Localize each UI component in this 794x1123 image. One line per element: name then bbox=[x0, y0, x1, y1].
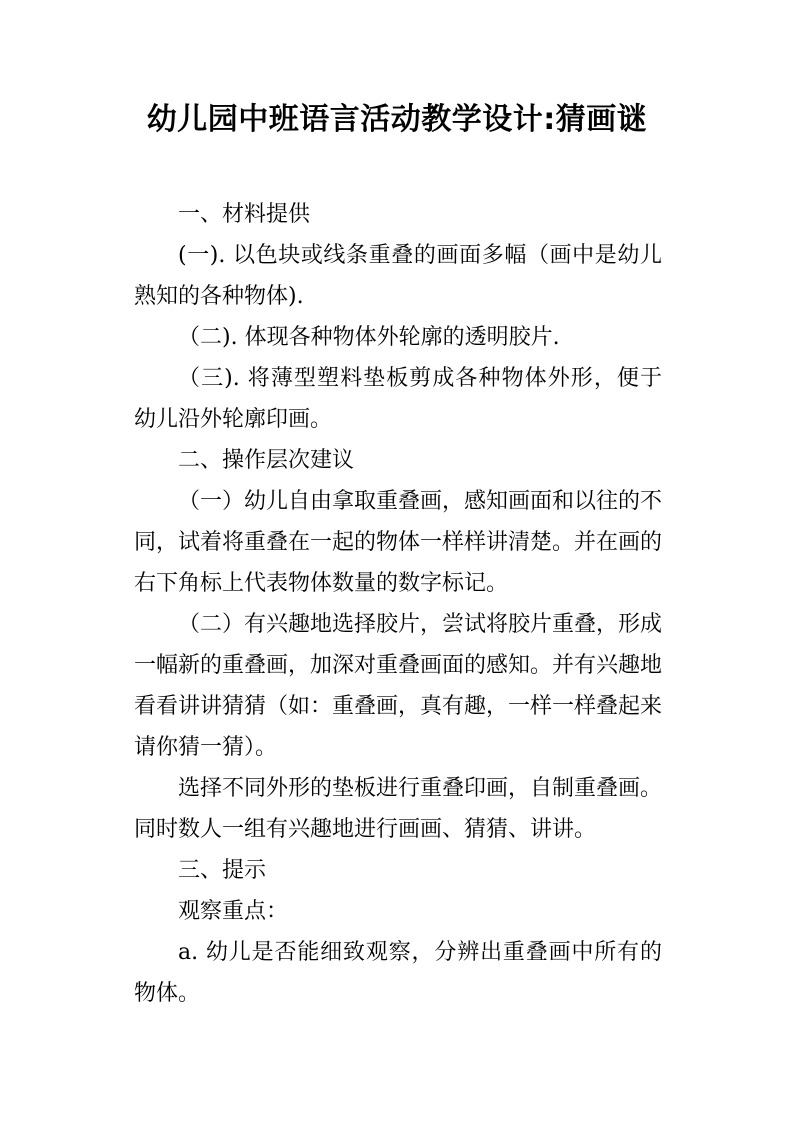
paragraph: 观察重点： bbox=[178, 899, 289, 924]
paragraph: 选择不同外形的垫板进行重叠印画，自制重叠画。同时数人一组有兴趣地进行画画、猜猜、讲讲。 bbox=[134, 776, 663, 842]
section-heading-tips: 三、提示 bbox=[178, 858, 267, 883]
document-title: 幼儿园中班语言活动教学设计:猜画谜 bbox=[146, 102, 648, 137]
section-heading-operation: 二、操作层次建议 bbox=[178, 448, 355, 473]
section-heading-materials: 一、材料提供 bbox=[178, 202, 311, 227]
paragraph: （一）幼儿自由拿取重叠画，感知画面和以往的不同，试着将重叠在一起的物体一样样讲清楚。并在画的右下角标上代表物体数量的数字标记。 bbox=[134, 489, 663, 596]
paragraph: （三). 将薄型塑料垫板剪成各种物体外形，便于幼儿沿外轮廓印画。 bbox=[134, 366, 662, 432]
paragraph: （二）有兴趣地选择胶片，尝试将胶片重叠，形成一幅新的重叠画，加深对重叠画面的感知。并有兴趣地看看讲讲猜猜（如：重叠画，真有趣，一样一样叠起来请你猜一猜）。 bbox=[134, 612, 663, 760]
paragraph: a. 幼儿是否能细致观察，分辨出重叠画中所有的物体。 bbox=[134, 940, 662, 1006]
paragraph: （二). 体现各种物体外轮廓的透明胶片. bbox=[178, 325, 560, 350]
paragraph: (一). 以色块或线条重叠的画面多幅（画中是幼儿熟知的各种物体). bbox=[134, 243, 662, 309]
document-body bbox=[134, 194, 662, 1014]
